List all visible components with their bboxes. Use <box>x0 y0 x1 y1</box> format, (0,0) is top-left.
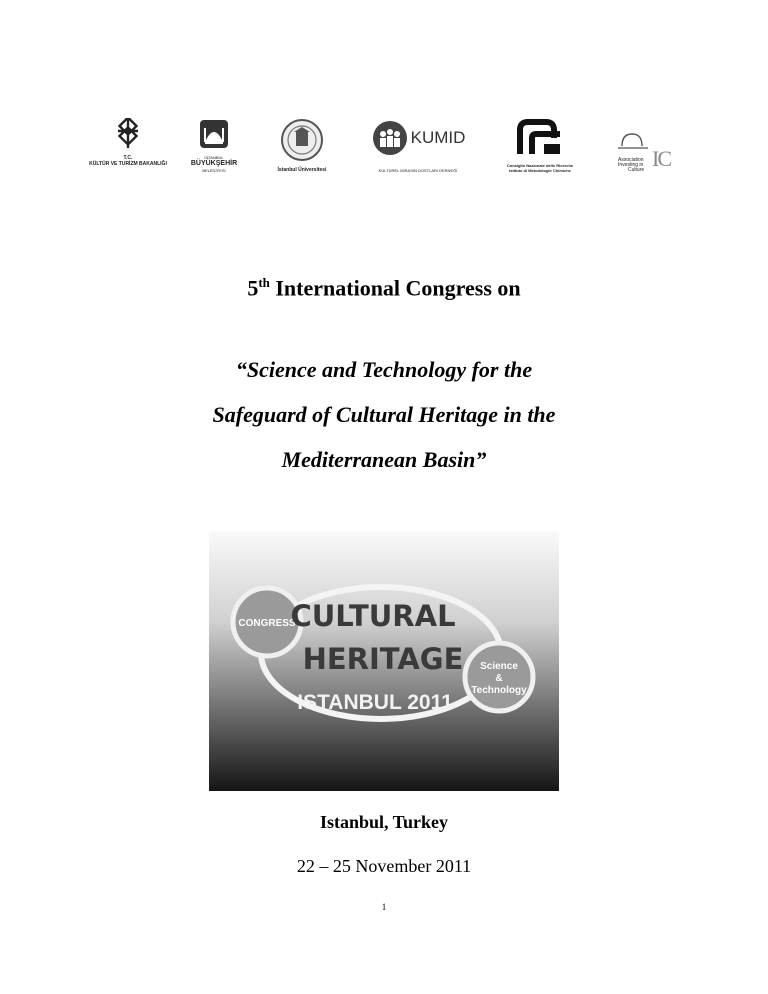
subtitle-line3: Mediterranean Basin” <box>281 447 487 472</box>
banner-graphic <box>209 531 559 791</box>
municipality-line1: İSTANBUL <box>204 155 224 160</box>
event-location: Istanbul, Turkey <box>319 812 449 832</box>
heading-ordinal: 5 <box>247 275 259 301</box>
ministry-knot-icon <box>113 118 143 150</box>
cnr-emblem-icon <box>516 118 564 158</box>
ministry-line1: T.C. <box>123 155 133 161</box>
municipality-line2: BÜYÜKŞEHİR <box>190 160 238 167</box>
banner-sci2: & <box>495 673 503 684</box>
banner-sci3: Technology <box>471 685 527 696</box>
banner-congress: CONGRESS <box>238 618 296 629</box>
mosque-emblem-icon <box>197 118 231 150</box>
cnr-line1: Consiglio Nazionale delle Ricerche <box>506 163 574 168</box>
aic-line1: Association <box>618 157 644 163</box>
municipality-line3: BELEDİYESİ <box>202 168 226 173</box>
ministry-logo <box>88 118 168 167</box>
kumid-caption: KÜLTÜREL MİRASIN DOSTLARI DERNEĞİ <box>378 168 458 173</box>
subtitle-line2: Safeguard of Cultural Heritage in the <box>212 402 556 427</box>
aic-line2: Investing in <box>618 162 644 168</box>
event-dates: 22 – 25 November 2011 <box>296 856 472 876</box>
kumid-name: KUMID <box>410 128 466 147</box>
banner-word1: CULTURAL <box>290 599 456 633</box>
subtitle-line1: “Science and Technology for the <box>235 357 533 382</box>
people-circle-icon <box>371 119 409 157</box>
cnr-line2: Istituto di Metodologie Chimiche <box>509 168 571 173</box>
banner-word2: HERITAGE <box>302 642 464 676</box>
municipality-logo <box>184 118 244 173</box>
aic-mark: IC <box>652 146 670 171</box>
heading-ordinal-suffix: th <box>258 275 270 290</box>
congress-subtitle <box>0 347 768 482</box>
sponsor-logos <box>0 118 768 208</box>
ministry-line2: KÜLTÜR VE TURİZM BAKANLIĞI <box>89 161 167 167</box>
university-seal-icon <box>280 118 324 162</box>
congress-heading <box>0 275 768 301</box>
congress-banner <box>209 531 559 791</box>
cnr-logo <box>500 118 580 173</box>
heading-rest: International Congress on <box>269 275 521 301</box>
banner-word3: ISTANBUL 2011 <box>297 691 453 714</box>
university-caption: İstanbul Üniversitesi <box>277 167 327 173</box>
banner-sci1: Science <box>480 661 518 672</box>
page-number: 1 <box>381 902 387 912</box>
university-logo <box>272 118 332 173</box>
aic-line3: Culture <box>628 167 645 173</box>
kumid-logo <box>363 118 473 173</box>
